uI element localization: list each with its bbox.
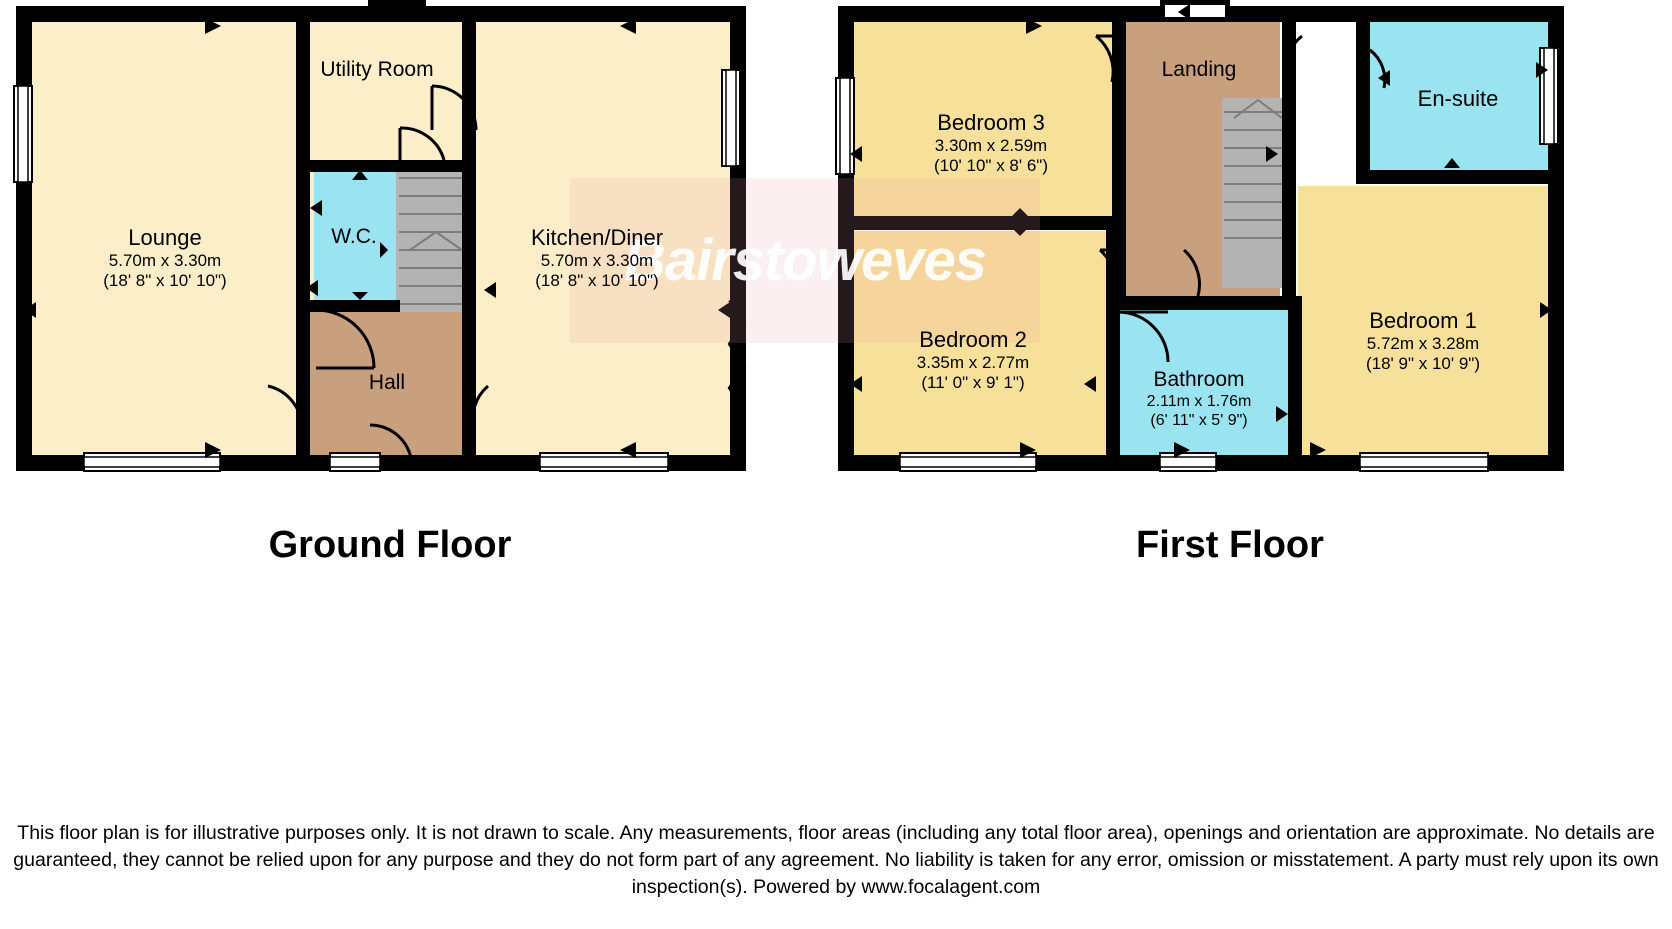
room-dim-metric: 2.11m x 1.76m: [1146, 392, 1252, 410]
room-dim-imperial: (18' 9" x 10' 9"): [1365, 354, 1480, 373]
first-floor-title: First Floor: [1136, 524, 1324, 566]
room-name: Bedroom 3: [937, 110, 1045, 135]
room-name: En-suite: [1417, 86, 1499, 111]
room-name: Utility Room: [320, 58, 434, 81]
lounge-area: [24, 14, 314, 469]
disclaimer-text: This floor plan is for illustrative purposes only. It is not drawn to scale. Any measurements, floor areas (including any total floor area), openings and orientation are approximate. No details are guaranteed, they cannot be relied upon for any purpose and they do not form part of any agreement. No liability is taken for any error, omission or misstatement. A party must rely upon its own inspection(s). Powered by www.focalagent.com: [13, 822, 1659, 898]
en-suite-area: [1364, 14, 1552, 182]
watermark: [570, 178, 1040, 343]
room-dim-imperial: (18' 8" x 10' 10"): [535, 271, 659, 290]
room-name: Bedroom 2: [919, 327, 1027, 352]
room-dim-metric: 5.70m x 3.30m: [540, 250, 654, 270]
room-name: Hall: [368, 371, 406, 394]
room-dim-imperial: (10' 10" x 8' 6"): [933, 156, 1048, 175]
room-name: Bedroom 1: [1369, 308, 1477, 333]
room-dim-metric: 5.72m x 3.28m: [1366, 333, 1480, 353]
bedroom-1-area: [1298, 186, 1552, 469]
room-dim-imperial: (6' 11" x 5' 9"): [1150, 411, 1248, 429]
room-name: Kitchen/Diner: [530, 225, 664, 250]
room-name: W.C.: [331, 225, 377, 248]
room-name: Lounge: [128, 225, 202, 250]
room-dim-metric: 5.70m x 3.30m: [108, 250, 222, 270]
room-name: Bathroom: [1153, 368, 1245, 391]
room-name: Landing: [1161, 58, 1237, 81]
hall-area: [302, 312, 474, 470]
room-dim-imperial: (11' 0" x 9' 1"): [921, 373, 1025, 392]
room-dim-metric: 3.30m x 2.59m: [934, 135, 1048, 155]
room-dim-imperial: (18' 8" x 10' 10"): [103, 271, 227, 290]
room-dim-metric: 3.35m x 2.77m: [916, 352, 1030, 372]
watermark-text: Bairstoweves: [624, 228, 986, 293]
ground-floor-title: Ground Floor: [268, 524, 512, 566]
wc-area: [314, 170, 396, 310]
bathroom-area: [1108, 306, 1288, 469]
